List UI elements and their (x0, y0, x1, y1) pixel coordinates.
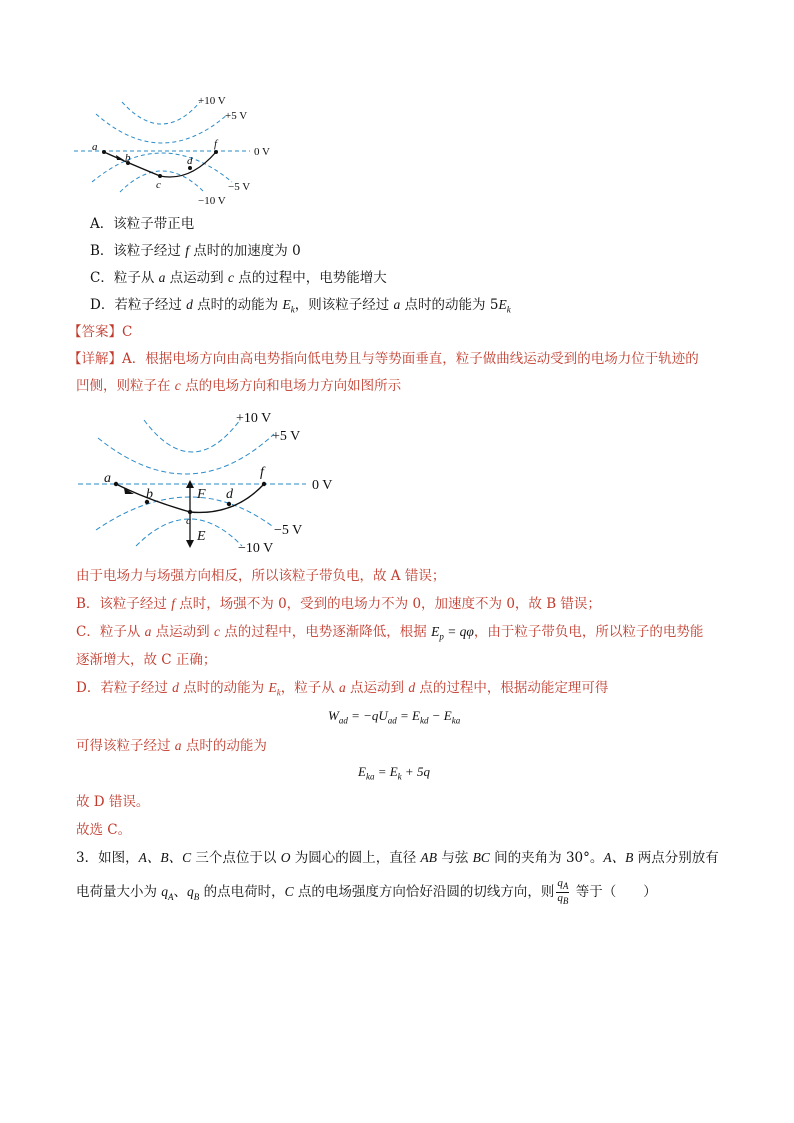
trajectory-arrow (116, 155, 124, 160)
expl-line-4: 逐渐增大，故 C 正确； (76, 652, 217, 668)
equipotential-minus10 (120, 171, 204, 192)
label-plus5: +5 V (272, 429, 301, 444)
label-minus5: −5 V (228, 181, 251, 193)
fraction-qa-over-qb: $\frac{q_A}{q_B}$ (557, 877, 569, 907)
question-3-line-1: 3．如图，A、B、C 三个点位于以 O 为圆心的圆上，直径 AB 与弦 BC 间的夹角为 30°。A、B 两点分别放有 (76, 850, 719, 866)
answer: 【答案】C (68, 324, 133, 340)
point-a: a (104, 471, 111, 486)
expl-line-6: 可得该粒子经过 a 点时的动能为 (76, 738, 267, 754)
force-label: F (197, 487, 206, 502)
detail-line-1: 【详解】A．根据电场方向由高电势指向低电势且与等势面垂直，粒子做曲线运动受到的电场力位于轨迹的 (68, 351, 699, 367)
option-c: C．粒子从 a 点运动到 c 点的过程中，电势能增大 (90, 270, 387, 286)
point-f: f (260, 465, 264, 480)
field-label: E (197, 529, 206, 544)
point-d: d (187, 155, 193, 167)
expl-line-7: 故 D 错误。 (76, 794, 150, 810)
equipotential-plus5 (96, 114, 228, 143)
equipotential-plus5 (98, 434, 274, 474)
equipotential-plus10 (144, 420, 240, 452)
equipotential-plus10 (122, 102, 200, 124)
equipotential-minus5 (96, 497, 272, 530)
expl-line-5: D．若粒子经过 d 点时的动能为 $E_k$，粒子从 a 点运动到 d 点的过程中，根据动能定理可得 (76, 680, 609, 698)
option-d: D．若粒子经过 d 点时的动能为 $E_k$，则该粒子经过 a 点时的动能为 $5E_k$ (90, 297, 511, 315)
label-plus10: +10 V (198, 95, 226, 107)
label-minus5: −5 V (274, 523, 303, 538)
label-zero: 0 V (312, 478, 333, 493)
question-3-line-2: 电荷量大小为 $q_A$、$q_B$ 的点电荷时，C 点的电场强度方向恰好沿圆的切线方向，则 $\frac{q_A}{q_B}$ 等于（ ） (76, 877, 657, 907)
point-d: d (226, 487, 233, 502)
label-zero: 0 V (254, 146, 270, 158)
label-minus10: −10 V (198, 195, 226, 207)
expl-line-8: 故选 C。 (76, 822, 132, 838)
point-b: b (125, 152, 131, 164)
equation-kinetic-energy: $E_{ka} = E_k + 5q$ (358, 764, 430, 782)
label-minus10: −10 V (238, 541, 274, 556)
point-c: c (186, 515, 191, 527)
equation-work-energy: $W_{ad} = -qU_{ad} = E_{kd} - E_{ka}$ (328, 708, 461, 726)
figure-2-force-diagram (74, 404, 354, 559)
expl-line-1: 由于电场力与场强方向相反，所以该粒子带负电，故 A 错误； (76, 568, 446, 584)
point-b: b (146, 487, 153, 502)
point-f: f (214, 138, 218, 150)
point-a: a (92, 141, 98, 153)
point-c: c (156, 179, 161, 191)
label-plus10: +10 V (236, 411, 272, 426)
option-b: B．该粒子经过 f 点时的加速度为 0 (90, 243, 301, 259)
detail-line-2: 凹侧，则粒子在 c 点的电场方向和电场力方向如图所示 (76, 378, 402, 394)
label-plus5: +5 V (225, 110, 248, 122)
expl-line-3: C．粒子从 a 点运动到 c 点的过程中，电势逐渐降低，根据 $E_p = q\varphi$，由于粒子带负电，所以粒子的电势能 (76, 624, 704, 642)
trajectory (104, 152, 216, 177)
expl-line-2: B．该粒子经过 f 点时，场强不为 0，受到的电场力不为 0，加速度不为 0，故 B 错误； (76, 596, 601, 612)
figure-1-equipotential (70, 88, 290, 213)
option-a: A．该粒子带正电 (90, 216, 195, 232)
